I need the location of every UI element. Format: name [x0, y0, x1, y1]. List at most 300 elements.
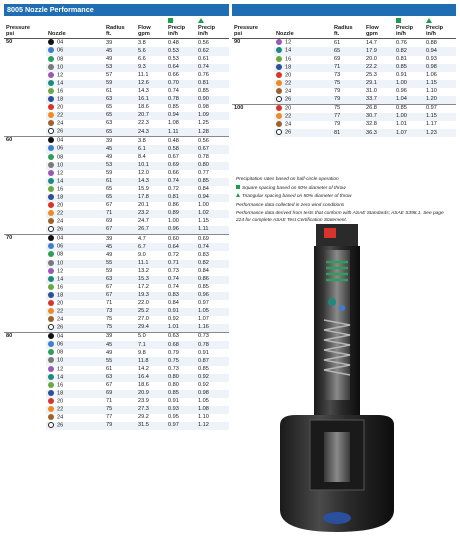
- nozzle-cell: [46, 390, 104, 398]
- precip-square-cell: 0.64: [166, 64, 196, 72]
- radius-cell: 71: [106, 398, 113, 405]
- nozzle-number: 04: [57, 39, 64, 46]
- precip-triangle-cell: 0.80: [196, 162, 229, 170]
- precip-square-cell: 0.85: [394, 64, 424, 72]
- header-precip-triangle: Precip in/h: [424, 25, 456, 39]
- radius-cell: 79: [334, 88, 341, 95]
- nozzle-cell: [46, 64, 104, 72]
- precip-square-cell: 0.75: [166, 357, 196, 365]
- flow-cell: 22.0: [138, 300, 149, 307]
- precip-triangle-cell: 1.15: [424, 80, 456, 88]
- precip-triangle-cell: 0.88: [424, 39, 456, 48]
- radius-cell: 65: [104, 194, 136, 202]
- valve-stem: [324, 432, 350, 482]
- nozzle-cell: [274, 47, 332, 55]
- nozzle-color-icon: [48, 406, 54, 412]
- nozzle-cell: [46, 186, 104, 194]
- flow-cell: 9.0: [138, 251, 146, 258]
- nozzle-cell: [46, 251, 104, 259]
- precip-triangle-cell: 0.67: [196, 145, 229, 153]
- radius-cell: 39: [104, 137, 136, 146]
- nozzle-number: 08: [57, 56, 64, 63]
- precip-triangle-cell: 0.85: [196, 178, 229, 186]
- nozzle-cell: [274, 96, 332, 105]
- nozzle-cell: [46, 366, 104, 374]
- precip-square-cell: 0.81: [396, 55, 407, 62]
- flow-cell: 24.3: [136, 128, 166, 137]
- nozzle-cell: [46, 300, 104, 308]
- header-precip-square: Precip in/h: [394, 25, 424, 39]
- nozzle-number: 26: [285, 96, 292, 103]
- radius-cell: 75: [104, 406, 136, 414]
- precip-triangle-cell: 0.56: [196, 137, 229, 146]
- table-row: [232, 105, 456, 114]
- nozzle-color-icon: [48, 128, 54, 134]
- nozzle-number: 20: [57, 104, 64, 111]
- nozzle-number: 08: [57, 251, 64, 258]
- flow-cell: 11.1: [138, 71, 149, 78]
- radius-cell: 67: [104, 226, 136, 235]
- nozzle-color-icon: [276, 80, 282, 86]
- radius-cell: 45: [104, 341, 136, 349]
- precip-triangle-cell: 0.97: [198, 300, 209, 307]
- nozzle-color-icon: [48, 96, 54, 102]
- radius-cell: 49: [106, 55, 113, 62]
- radius-cell: 61: [104, 178, 136, 186]
- nozzle-cell: [46, 120, 104, 128]
- precip-triangle-cell: 0.74: [196, 243, 229, 251]
- flow-cell: 25.2: [136, 308, 166, 316]
- precip-square-cell: 0.79: [168, 349, 179, 356]
- nozzle-cell: [46, 202, 104, 210]
- precip-square-cell: 1.00: [394, 113, 424, 121]
- nozzle-color-icon: [48, 72, 54, 78]
- precip-square-cell: 0.63: [166, 333, 196, 342]
- radius-cell: 61: [332, 39, 364, 48]
- nozzle-color-icon: [48, 382, 54, 388]
- footnotes: [236, 176, 451, 226]
- table-row: [4, 39, 229, 48]
- precip-square-cell: 1.01: [396, 121, 407, 128]
- flow-cell: 15.3: [136, 276, 166, 284]
- flow-cell: 11.1: [136, 260, 166, 268]
- flow-cell: 15.9: [138, 186, 149, 193]
- pressure-cell: 70: [4, 235, 46, 333]
- flow-cell: 18.6: [138, 104, 149, 111]
- nozzle-number: 24: [285, 88, 292, 95]
- precip-triangle-cell: 0.61: [198, 55, 209, 62]
- radius-cell: 69: [106, 218, 113, 225]
- nozzle-color-icon: [276, 121, 282, 127]
- nozzle-color-icon: [48, 268, 54, 274]
- radius-cell: 67: [104, 292, 136, 300]
- nozzle-color-icon: [276, 64, 282, 70]
- nozzle-number: 04: [57, 137, 64, 144]
- precip-square-cell: 0.89: [166, 210, 196, 218]
- radius-cell: 63: [106, 120, 113, 127]
- triangle-spacing-marker: [424, 17, 456, 25]
- nozzle-number: 16: [57, 382, 64, 389]
- nozzle-color-icon: [48, 202, 54, 208]
- performance-table-left: [4, 17, 229, 430]
- nozzle-cell: [46, 226, 104, 235]
- radius-cell: 81: [332, 129, 364, 137]
- precip-triangle-cell: 1.10: [426, 88, 437, 95]
- nozzle-color-icon: [48, 120, 54, 126]
- nozzle-color-icon: [48, 64, 54, 70]
- flow-cell: 9.8: [138, 349, 146, 356]
- nozzle-insert: [324, 228, 336, 238]
- radius-cell: 39: [104, 39, 136, 48]
- nozzle-number: 12: [57, 170, 64, 177]
- pressure-cell: 100: [232, 105, 274, 138]
- nozzle-color-icon: [48, 154, 54, 160]
- flow-cell: 26.7: [136, 226, 166, 235]
- precip-triangle-cell: 0.73: [196, 333, 229, 342]
- header-precip-square: Precip in/h: [166, 25, 196, 39]
- nozzle-color-icon: [48, 251, 54, 257]
- flow-cell: 12.0: [138, 169, 149, 176]
- nozzle-color-icon: [48, 80, 54, 86]
- nozzle-number: 04: [57, 235, 64, 242]
- table-row: [4, 235, 229, 244]
- precip-square-cell: 0.85: [168, 104, 179, 111]
- header-flow: Flow gpm: [136, 25, 166, 39]
- pressure-group: [4, 39, 229, 137]
- precip-square-cell: 1.00: [394, 80, 424, 88]
- precip-triangle-cell: 0.98: [196, 390, 229, 398]
- nozzle-color-icon: [48, 88, 54, 94]
- nozzle-color-icon: [48, 357, 54, 363]
- nozzle-color-icon: [48, 178, 54, 184]
- precip-square-cell: 0.82: [394, 47, 424, 55]
- precip-triangle-cell: 1.25: [198, 120, 209, 127]
- gear-detail: [339, 305, 345, 311]
- flow-cell: 18.6: [138, 381, 149, 388]
- flow-cell: 5.6: [136, 47, 166, 55]
- nozzle-number: 06: [57, 243, 64, 250]
- nozzle-color-icon: [48, 186, 54, 192]
- nozzle-color-icon: [48, 390, 54, 396]
- radius-cell: 61: [106, 88, 113, 95]
- nozzle-color-icon: [48, 226, 54, 232]
- precip-triangle-cell: 0.96: [196, 292, 229, 300]
- precip-triangle-cell: 1.15: [424, 113, 456, 121]
- radius-cell: 49: [106, 349, 113, 356]
- nozzle-cell: [46, 235, 104, 244]
- precip-square-cell: 0.93: [166, 406, 196, 414]
- precip-triangle-cell: 1.08: [196, 406, 229, 414]
- radius-cell: 55: [104, 260, 136, 268]
- radius-cell: 45: [104, 243, 136, 251]
- nozzle-color-icon: [48, 39, 54, 45]
- nozzle-number: 26: [57, 128, 64, 135]
- nozzle-number: 18: [57, 292, 64, 299]
- precip-square-cell: 0.91: [166, 308, 196, 316]
- precip-square-cell: 0.91: [168, 398, 179, 405]
- nozzle-cell: [46, 194, 104, 202]
- triangle-icon: [426, 18, 432, 23]
- nozzle-number: 24: [57, 414, 64, 421]
- precip-square-cell: 1.00: [168, 218, 179, 225]
- nozzle-cell: [46, 243, 104, 251]
- pressure-cell: 50: [4, 39, 46, 137]
- nozzle-number: 22: [285, 113, 292, 120]
- square-icon: [236, 185, 240, 189]
- precip-square-cell: 0.96: [396, 88, 407, 95]
- nozzle-color-icon: [48, 210, 54, 216]
- nozzle-cell: [46, 178, 104, 186]
- nozzle-number: 16: [57, 284, 64, 291]
- precip-triangle-cell: 1.05: [198, 398, 209, 405]
- precip-square-cell: 0.53: [166, 47, 196, 55]
- precip-square-cell: 0.80: [168, 381, 179, 388]
- nozzle-number: 18: [285, 64, 292, 71]
- precip-triangle-cell: 0.56: [196, 39, 229, 48]
- radius-cell: 49: [106, 251, 113, 258]
- precip-triangle-cell: 0.83: [198, 251, 209, 258]
- nozzle-cell: [46, 154, 104, 162]
- precip-triangle-cell: 0.98: [198, 104, 209, 111]
- gear-detail: [328, 298, 336, 306]
- flow-cell: 16.1: [136, 96, 166, 104]
- flow-cell: 20.1: [138, 202, 149, 209]
- header-pressure: Pressure psi: [4, 25, 46, 39]
- nozzle-number: 10: [57, 162, 64, 169]
- nozzle-number: 22: [57, 210, 64, 217]
- nozzle-number: 24: [285, 121, 292, 128]
- nozzle-number: 20: [57, 300, 64, 307]
- nozzle-number: 10: [57, 260, 64, 266]
- nozzle-cell: [274, 113, 332, 121]
- nozzle-cell: [46, 218, 104, 226]
- flow-cell: 5.0: [136, 333, 166, 342]
- nozzle-number: 26: [57, 422, 64, 429]
- precip-square-cell: 0.92: [168, 316, 179, 323]
- pressure-group: [4, 333, 229, 430]
- nozzle-cell: [274, 121, 332, 129]
- radius-cell: 75: [106, 316, 113, 323]
- precip-square-cell: 0.66: [168, 71, 179, 78]
- radius-cell: 79: [104, 422, 136, 430]
- nozzle-color-icon: [48, 316, 54, 322]
- nozzle-number: 14: [285, 47, 292, 54]
- precip-triangle-cell: 1.11: [196, 226, 229, 235]
- nozzle-number: 26: [57, 226, 64, 233]
- nozzle-cell: [46, 128, 104, 137]
- nozzle-number: 20: [57, 202, 64, 209]
- nozzle-cell: [46, 414, 104, 422]
- flow-cell: 6.7: [136, 243, 166, 251]
- precip-triangle-cell: 0.78: [196, 341, 229, 349]
- triangle-icon: [236, 193, 240, 197]
- precip-triangle-cell: 0.92: [198, 381, 209, 388]
- radius-cell: 65: [104, 112, 136, 120]
- nozzle-cell: [274, 39, 332, 48]
- nozzle-cell: [46, 341, 104, 349]
- nozzle-number: 24: [57, 218, 64, 225]
- nozzle-number: 26: [57, 324, 64, 331]
- nozzle-number: 16: [285, 56, 292, 63]
- precip-triangle-cell: 1.05: [196, 308, 229, 316]
- precip-triangle-cell: 0.78: [198, 153, 209, 160]
- flow-cell: 27.3: [136, 406, 166, 414]
- nozzle-color-icon: [48, 276, 54, 282]
- flow-cell: 29.4: [136, 324, 166, 333]
- nozzle-cell: [46, 104, 104, 112]
- flow-cell: 29.1: [364, 80, 394, 88]
- pressure-cell: 60: [4, 137, 46, 235]
- flow-cell: 16.4: [136, 374, 166, 382]
- radius-cell: 55: [104, 357, 136, 365]
- flow-cell: 31.5: [136, 422, 166, 430]
- radius-cell: 45: [104, 47, 136, 55]
- flow-cell: 20.0: [366, 55, 377, 62]
- nozzle-cell: [274, 80, 332, 88]
- flow-cell: 7.1: [136, 341, 166, 349]
- radius-cell: 65: [106, 186, 113, 193]
- title-bar-extension: [232, 4, 456, 16]
- precip-square-cell: 0.71: [166, 260, 196, 268]
- nozzle-color-icon: [48, 341, 54, 347]
- nozzle-cell: [46, 96, 104, 104]
- flow-cell: 8.4: [138, 153, 146, 160]
- nozzle-number: 14: [57, 178, 64, 185]
- header-radius: Radius ft.: [332, 25, 364, 39]
- precip-triangle-cell: 0.62: [196, 47, 229, 55]
- radius-cell: 45: [104, 145, 136, 153]
- nozzle-number: 12: [57, 268, 64, 275]
- nozzle-color-icon: [48, 104, 54, 110]
- precip-triangle-cell: 1.23: [424, 129, 456, 137]
- precip-square-cell: 0.73: [168, 267, 179, 274]
- radius-cell: 59: [106, 267, 113, 274]
- precip-triangle-cell: 0.94: [424, 47, 456, 55]
- radius-cell: 79: [332, 96, 364, 105]
- radius-cell: 67: [106, 381, 113, 388]
- nozzle-color-icon: [48, 162, 54, 168]
- nozzle-color-icon: [48, 374, 54, 380]
- nozzle-color-icon: [48, 145, 54, 151]
- nozzle-color-icon: [48, 243, 54, 249]
- precip-triangle-cell: 0.85: [198, 365, 209, 372]
- table-row: [4, 333, 229, 342]
- nozzle-cell: [46, 382, 104, 390]
- flow-cell: 10.1: [136, 162, 166, 170]
- flow-cell: 17.2: [138, 283, 149, 290]
- precip-square-cell: 0.97: [166, 422, 196, 430]
- pressure-group: [232, 39, 456, 105]
- nozzle-color-icon: [48, 324, 54, 330]
- nozzle-color-icon: [276, 47, 282, 53]
- precip-square-cell: 0.58: [166, 145, 196, 153]
- pressure-group: [4, 137, 229, 235]
- nozzle-number: 18: [57, 390, 64, 397]
- nozzle-number: 22: [57, 308, 64, 315]
- nozzle-color-icon: [48, 260, 54, 266]
- square-spacing-marker: [166, 17, 196, 25]
- radius-cell: 57: [106, 71, 113, 78]
- radius-cell: 65: [332, 47, 364, 55]
- precip-square-cell: 0.96: [166, 226, 196, 235]
- flow-cell: 24.7: [138, 218, 149, 225]
- nozzle-color-icon: [276, 129, 282, 135]
- precip-square-cell: 0.48: [166, 137, 196, 146]
- flow-cell: 23.2: [136, 210, 166, 218]
- nozzle-number: 20: [285, 105, 292, 112]
- nozzle-number: 14: [57, 276, 64, 283]
- radius-cell: 69: [334, 55, 341, 62]
- nozzle-cell: [274, 88, 332, 96]
- nozzle-cell: [46, 292, 104, 300]
- nozzle-cell: [46, 145, 104, 153]
- precip-square-cell: 1.04: [394, 96, 424, 105]
- table-row: [232, 39, 456, 48]
- precip-triangle-cell: 1.02: [196, 210, 229, 218]
- header-pressure: Pressure psi: [232, 25, 274, 39]
- radius-cell: 39: [104, 333, 136, 342]
- precip-square-cell: 0.67: [168, 153, 179, 160]
- nozzle-cell: [46, 137, 104, 146]
- precip-triangle-cell: 0.92: [196, 374, 229, 382]
- precip-square-cell: 0.66: [168, 169, 179, 176]
- precip-triangle-cell: 1.06: [426, 71, 437, 78]
- nozzle-cell: [46, 276, 104, 284]
- nozzle-number: 16: [57, 88, 64, 95]
- radius-cell: 75: [332, 80, 364, 88]
- nozzle-number: 22: [285, 80, 292, 87]
- precip-triangle-cell: 0.81: [196, 80, 229, 88]
- precip-triangle-cell: 0.76: [198, 71, 209, 78]
- precip-triangle-cell: 0.98: [424, 64, 456, 72]
- nozzle-color-icon: [48, 112, 54, 118]
- nozzle-color-icon: [276, 88, 282, 94]
- header-radius: Radius ft.: [104, 25, 136, 39]
- radius-cell: 39: [104, 235, 136, 244]
- radius-cell: 65: [104, 128, 136, 137]
- nozzle-number: 08: [57, 349, 64, 356]
- radius-cell: 77: [106, 414, 113, 421]
- nozzle-cell: [46, 170, 104, 178]
- note-triangle: Triangular spacing based on 50% diameter of throw: [236, 193, 451, 200]
- precip-triangle-cell: 0.91: [198, 349, 209, 356]
- precip-square-cell: 0.74: [168, 88, 179, 95]
- nozzle-color-icon: [48, 235, 54, 241]
- flow-cell: 14.7: [364, 39, 394, 48]
- flow-cell: 19.3: [136, 292, 166, 300]
- flow-cell: 30.7: [364, 113, 394, 121]
- precip-square-cell: 0.74: [166, 276, 196, 284]
- precip-square-cell: 0.83: [166, 292, 196, 300]
- nozzle-number: 18: [57, 194, 64, 201]
- flow-cell: 33.7: [364, 96, 394, 105]
- precip-square-cell: 0.48: [166, 39, 196, 48]
- precip-square-cell: 0.95: [168, 414, 179, 421]
- flow-cell: 14.2: [138, 365, 149, 372]
- precip-square-cell: 0.64: [166, 243, 196, 251]
- flow-cell: 9.3: [136, 64, 166, 72]
- rotor-cutaway-image: [266, 220, 416, 540]
- flow-cell: 22.2: [364, 64, 394, 72]
- nozzle-color-icon: [48, 349, 54, 355]
- flow-cell: 32.8: [366, 121, 377, 128]
- radius-cell: 73: [104, 308, 136, 316]
- nozzle-color-icon: [48, 218, 54, 224]
- performance-table-right: [232, 17, 456, 137]
- flow-cell: 31.0: [366, 88, 377, 95]
- radius-cell: 67: [106, 202, 113, 209]
- flow-cell: 22.3: [138, 120, 149, 127]
